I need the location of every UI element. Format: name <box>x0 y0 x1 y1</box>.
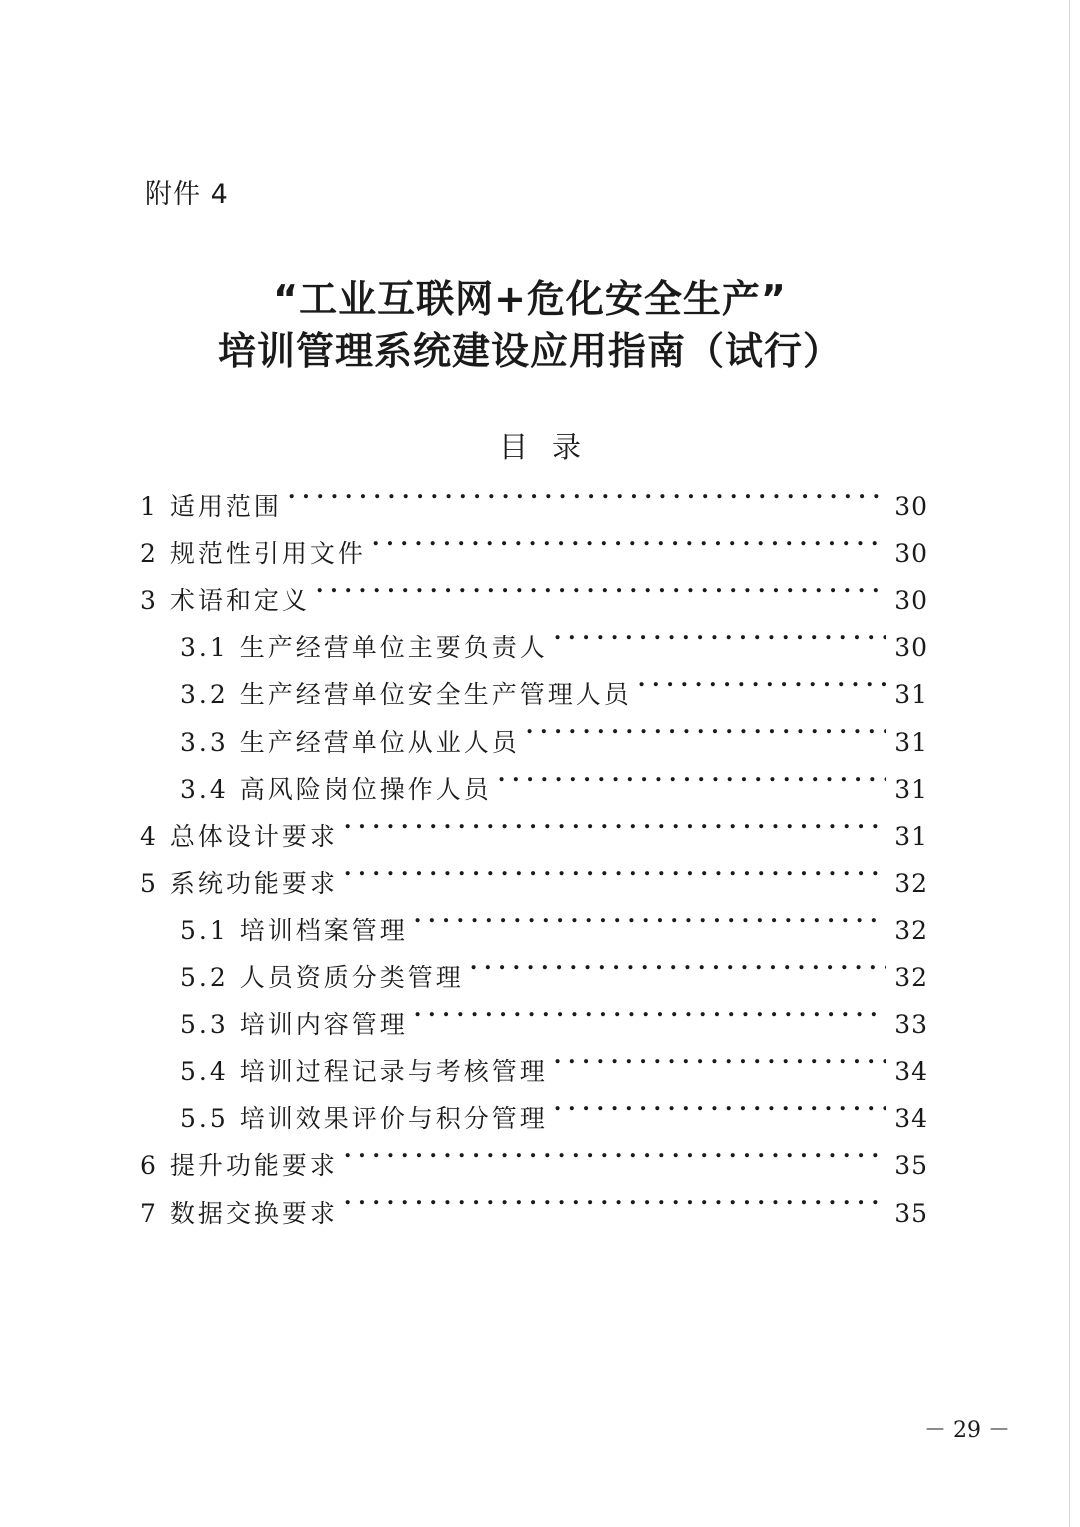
toc-dot-leader <box>372 515 886 562</box>
toc-item-label: 5 系统功能要求 <box>140 868 338 898</box>
toc-item-label: 1 适用范围 <box>140 492 282 522</box>
toc-item-label: 5.1 培训档案管理 <box>180 915 408 945</box>
toc-item-page: 35 <box>894 1151 928 1181</box>
toc-item-label: 3 术语和定义 <box>140 586 310 616</box>
toc-item-page: 34 <box>894 1057 928 1087</box>
toc-item-page: 35 <box>894 1198 928 1228</box>
toc-dot-leader <box>498 751 886 798</box>
toc-dot-leader <box>554 609 886 656</box>
toc-item-page: 30 <box>894 586 928 616</box>
toc-item-page: 33 <box>894 1010 928 1040</box>
toc-item-page: 30 <box>894 492 928 522</box>
toc-item-label: 3.1 生产经营单位主要负责人 <box>180 633 548 663</box>
attachment-label: 附件 4 <box>145 179 229 210</box>
toc-item-page: 31 <box>894 680 928 710</box>
toc-item-label: 6 提升功能要求 <box>140 1151 338 1181</box>
toc-item-label: 7 数据交换要求 <box>140 1198 338 1228</box>
toc-item-label: 2 规范性引用文件 <box>140 539 366 569</box>
toc-item-label: 3.3 生产经营单位从业人员 <box>180 727 520 757</box>
toc-dot-leader <box>344 798 886 845</box>
toc-item-page: 31 <box>894 774 928 804</box>
toc-item-page: 34 <box>894 1104 928 1134</box>
document-title-line-2: 培训管理系统建设应用指南（试行） <box>217 329 842 373</box>
toc-dot-leader <box>554 1080 886 1127</box>
toc-dot-leader <box>344 1174 886 1221</box>
toc-dot-leader <box>414 892 886 939</box>
toc-item-page: 30 <box>894 539 928 569</box>
toc-item-label: 3.2 生产经营单位安全生产管理人员 <box>180 680 632 710</box>
toc-dot-leader <box>638 656 886 703</box>
page-number: － 29 － <box>924 1418 1010 1443</box>
toc-item-label: 4 总体设计要求 <box>140 821 338 851</box>
toc-dot-leader <box>344 1127 886 1174</box>
toc-item-page: 32 <box>894 868 928 898</box>
table-of-contents <box>140 468 928 1228</box>
toc-item-page: 32 <box>894 963 928 993</box>
toc-dot-leader <box>470 939 886 986</box>
toc-item[interactable] <box>140 468 928 522</box>
page-edge-line <box>1069 0 1070 1527</box>
document-title-line-1: “工业互联网+危化安全生产” <box>273 277 787 321</box>
toc-dot-leader <box>316 562 886 609</box>
toc-item-label: 5.5 培训效果评价与积分管理 <box>180 1104 548 1134</box>
toc-dot-leader <box>344 845 886 892</box>
toc-heading: 目录 <box>498 430 605 464</box>
toc-item-page: 32 <box>894 915 928 945</box>
toc-item-label: 5.4 培训过程记录与考核管理 <box>180 1057 548 1087</box>
toc-dot-leader <box>414 986 886 1033</box>
toc-item-label: 5.2 人员资质分类管理 <box>180 963 464 993</box>
toc-item-label: 5.3 培训内容管理 <box>180 1010 408 1040</box>
toc-item-label: 3.4 高风险岗位操作人员 <box>180 774 492 804</box>
toc-dot-leader <box>526 703 886 750</box>
toc-dot-leader <box>288 468 886 515</box>
toc-item-page: 31 <box>894 727 928 757</box>
toc-item-page: 31 <box>894 821 928 851</box>
toc-dot-leader <box>554 1033 886 1080</box>
toc-item-page: 30 <box>894 633 928 663</box>
